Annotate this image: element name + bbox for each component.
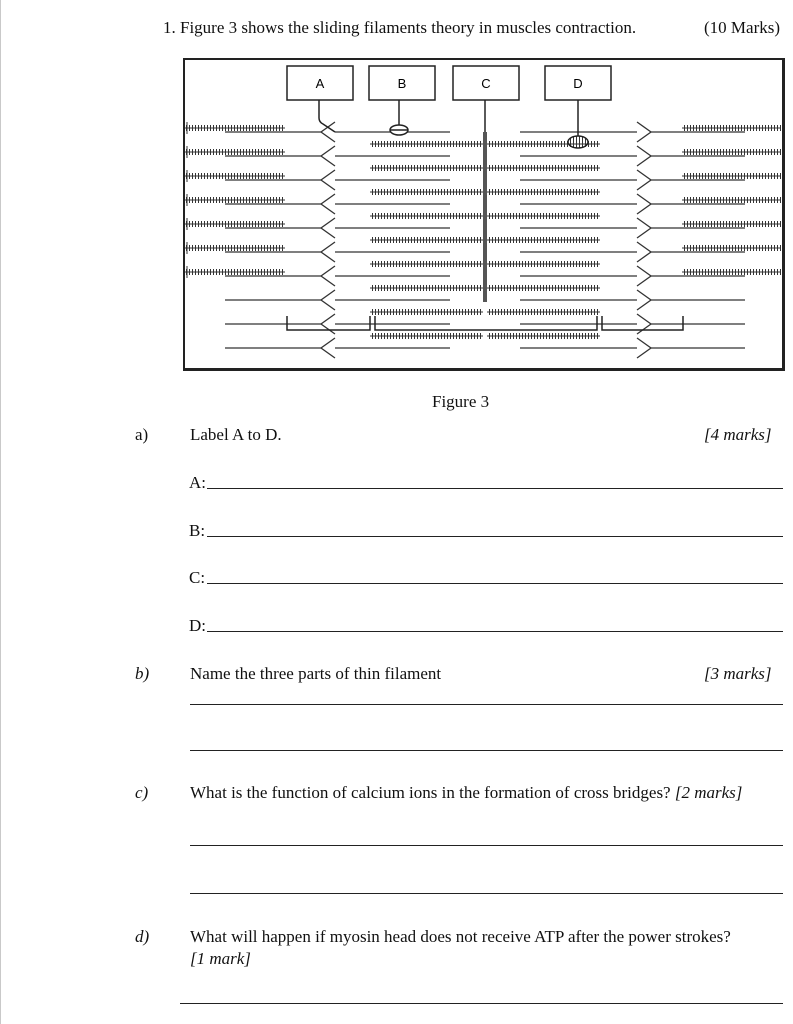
myosin-filament-left-half: [370, 285, 483, 291]
myosin-filament-right-half: [487, 213, 600, 219]
filament-array: [185, 122, 781, 358]
part-a-marks: [4 marks]: [704, 425, 772, 444]
myosin-filament-right-half: [487, 309, 600, 315]
label-a: A: [315, 76, 325, 91]
part-d-marks: [1 mark]: [190, 949, 251, 968]
bottom-brackets: [287, 316, 683, 330]
z-disc-right-segment: [637, 122, 651, 142]
z-disc-left-segment: [321, 290, 335, 310]
label-b: B: [397, 76, 407, 91]
part-a-letter: a): [135, 425, 149, 444]
label-d: D: [573, 76, 583, 91]
part-d-question: What will happen if myosin head does not receive ATP after the power strokes?: [190, 927, 731, 946]
myosin-filament-edge-left: [185, 221, 285, 227]
myosin-filament-edge-left: [185, 197, 285, 203]
z-disc-left-segment: [321, 146, 335, 166]
z-disc-right-segment: [637, 338, 651, 358]
label-box-d: [545, 66, 611, 100]
figure-caption: Figure 3: [432, 392, 490, 411]
z-disc-left-segment: [321, 170, 335, 190]
z-disc-left-segment: [321, 218, 335, 238]
myosin-filament-right-half: [487, 189, 600, 195]
myosin-filament-edge-left: [185, 269, 285, 275]
label-c: C: [481, 76, 491, 91]
z-disc-left-segment: [321, 314, 335, 334]
myosin-filament-right-half: [487, 261, 600, 267]
myosin-filament-edge-left: [185, 245, 285, 251]
z-disc-left-segment: [321, 194, 335, 214]
question-total-marks: (10 Marks): [704, 18, 781, 37]
question-number: 1.: [163, 18, 176, 37]
myosin-filament-left-half: [370, 237, 483, 243]
part-d-letter: d): [135, 927, 150, 946]
pointer-b: [390, 100, 408, 135]
myosin-filament-left-half: [370, 213, 483, 219]
myosin-filament-edge-left: [185, 173, 285, 179]
myosin-filament-left-half: [370, 189, 483, 195]
part-c-question: [190, 783, 742, 803]
myosin-filament-edge-right: [682, 173, 781, 179]
myosin-filament-left-half: [370, 309, 483, 315]
part-c-marks: [2 marks]: [674, 783, 743, 802]
part-a-question: Label A to D.: [190, 425, 282, 444]
figure-3-frame: [183, 58, 785, 371]
myosin-filament-edge-right: [682, 221, 781, 227]
answer-b-label: B:: [189, 521, 206, 540]
question-1-heading: [163, 18, 636, 38]
z-disc-right-segment: [637, 218, 651, 238]
part-d-answer-line[interactable]: [180, 1003, 783, 1004]
myosin-filament-edge-right: [682, 125, 781, 131]
z-disc-left-segment: [321, 122, 335, 142]
myosin-filament-edge-right: [682, 149, 781, 155]
z-disc-right-segment: [637, 290, 651, 310]
z-disc-right-segment: [637, 242, 651, 262]
answer-c-line[interactable]: [207, 583, 783, 584]
label-box-c: [453, 66, 519, 100]
page-edge: [0, 0, 1, 1024]
part-b-answer-line-2[interactable]: [190, 750, 783, 751]
myosin-filament-right-half: [487, 237, 600, 243]
z-disc-right-segment: [637, 146, 651, 166]
myosin-filament-edge-right: [682, 197, 781, 203]
myosin-filament-left-half: [370, 141, 483, 147]
answer-d-label: D:: [189, 616, 206, 635]
part-b-marks: [3 marks]: [704, 664, 772, 683]
m-line: [483, 132, 487, 302]
part-c-letter: c): [135, 783, 149, 802]
z-disc-right-segment: [637, 194, 651, 214]
myosin-filament-edge-right: [682, 269, 781, 275]
answer-c-label: C:: [189, 568, 206, 587]
answer-b-line[interactable]: [207, 536, 783, 537]
myosin-filament-right-half: [487, 165, 600, 171]
myosin-filament-edge-left: [185, 125, 285, 131]
answer-a-label: A:: [189, 473, 206, 492]
myosin-filament-right-half: [487, 333, 600, 339]
part-b-letter: b): [135, 664, 150, 683]
part-b-question: Name the three parts of thin filament: [190, 664, 442, 683]
answer-a-line[interactable]: [207, 488, 783, 489]
answer-d-line[interactable]: [207, 631, 783, 632]
z-disc-left-segment: [321, 338, 335, 358]
label-box-a: [287, 66, 353, 100]
label-box-b: [369, 66, 435, 100]
pointer-a: [319, 100, 335, 132]
myosin-filament-right-half: [487, 285, 600, 291]
part-b-answer-line-1[interactable]: [190, 704, 783, 705]
z-disc-right-segment: [637, 170, 651, 190]
myosin-filament-edge-left: [185, 149, 285, 155]
z-disc-right-segment: [637, 314, 651, 334]
z-disc-left-segment: [321, 242, 335, 262]
myosin-filament-edge-right: [682, 245, 781, 251]
myosin-filament-left-half: [370, 261, 483, 267]
part-c-answer-line-1[interactable]: [190, 845, 783, 846]
myosin-filament-left-half: [370, 165, 483, 171]
sarcomere-diagram: [185, 60, 783, 370]
z-disc-right-segment: [637, 266, 651, 286]
z-disc-left-segment: [321, 266, 335, 286]
part-c-answer-line-2[interactable]: [190, 893, 783, 894]
myosin-filament-left-half: [370, 333, 483, 339]
part-c-question-text: What is the function of calcium ions in the formation of cross bridges?: [190, 783, 671, 802]
question-text: Figure 3 shows the sliding filaments theory in muscles contraction.: [180, 18, 637, 37]
pointer-d: [568, 100, 588, 148]
